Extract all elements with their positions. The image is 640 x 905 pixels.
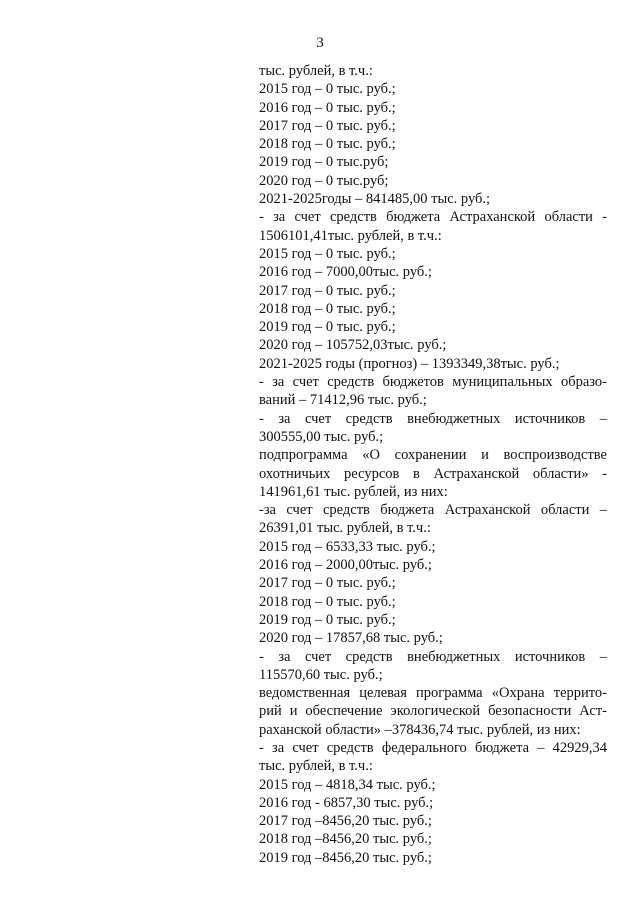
text-line: 2019 год –8456,20 тыс. руб.; [259,849,432,866]
text-line: 2018 год – 0 тыс. руб.; [259,136,396,153]
text-line: охотничьих ресурсов в Астраханской области» - [259,465,607,482]
text-line: 2020 год – 17857,68 тыс. руб.; [259,630,443,647]
text-line: 2021-2025годы – 841485,00 тыс. руб.; [259,191,491,208]
text-line: рий и обеспечение экологической безопасности Аст- [259,703,607,720]
page-number: 3 [316,35,324,51]
text-line: 2019 год – 0 тыс.руб; [259,154,389,171]
text-line: 2016 год – 7000,00тыс. руб.; [259,264,432,281]
text-line: 2020 год – 105752,03тыс. руб.; [259,337,447,354]
text-line: 2019 год – 0 тыс. руб.; [259,319,396,336]
text-line: 2021-2025 годы (прогноз) – 1393349,38тыс. руб.; [259,355,560,372]
text-line: 2016 год – 2000,00тыс. руб.; [259,557,432,574]
text-line: тыс. рублей, в т.ч.: [259,758,373,775]
text-line: 2015 год – 4818,34 тыс. руб.; [259,776,436,793]
text-line: 2018 год – 0 тыс. руб.; [259,593,396,610]
text-line: 2020 год – 0 тыс.руб; [259,172,389,189]
text-line: 300555,00 тыс. руб.; [259,428,384,445]
text-line: 115570,60 тыс. руб.; [259,666,383,683]
text-line: 2015 год – 0 тыс. руб.; [259,245,396,262]
text-line: - за счет средств федерального бюджета – 42929,34 [259,739,607,756]
text-line: ваний – 71412,96 тыс. руб.; [259,392,427,409]
text-line: 2015 год – 6533,33 тыс. руб.; [259,538,436,555]
text-line: 2017 год – 0 тыс. руб.; [259,117,396,134]
text-line: 2017 год –8456,20 тыс. руб.; [259,813,432,830]
text-line: 2016 год – 0 тыс. руб.; [259,99,396,116]
text-line: ведомственная целевая программа «Охрана террито- [259,685,607,702]
text-line: раханской области» –378436,74 тыс. рублей, из них: [259,721,581,738]
text-line: - за счет средств бюджетов муниципальных образо- [259,374,607,391]
text-line: 2017 год – 0 тыс. руб.; [259,282,396,299]
text-line: подпрограмма «О сохранении и воспроизводстве [259,447,607,464]
text-line: 2016 год - 6857,30 тыс. руб.; [259,794,434,811]
text-line: 2017 год – 0 тыс. руб.; [259,575,396,592]
text-line: 2018 год –8456,20 тыс. руб.; [259,831,432,848]
document-body [259,62,607,867]
text-line: - за счет средств внебюджетных источников – [259,648,607,665]
text-line: - за счет средств бюджета Астраханской области - [259,209,607,226]
text-line: - за счет средств внебюджетных источников – [259,410,607,427]
text-line: 1506101,41тыс. рублей, в т.ч.: [259,227,442,244]
text-line: 141961,61 тыс. рублей, из них: [259,483,448,500]
text-line: 2019 год – 0 тыс. руб.; [259,611,396,628]
text-line: тыс. рублей, в т.ч.: [259,63,373,79]
text-line: 2015 год – 0 тыс. руб.; [259,81,396,98]
text-line: -за счет средств бюджета Астраханской области – [259,502,607,519]
text-line: 2018 год – 0 тыс. руб.; [259,300,396,317]
text-line: 26391,01 тыс. рублей, в т.ч.: [259,520,431,537]
